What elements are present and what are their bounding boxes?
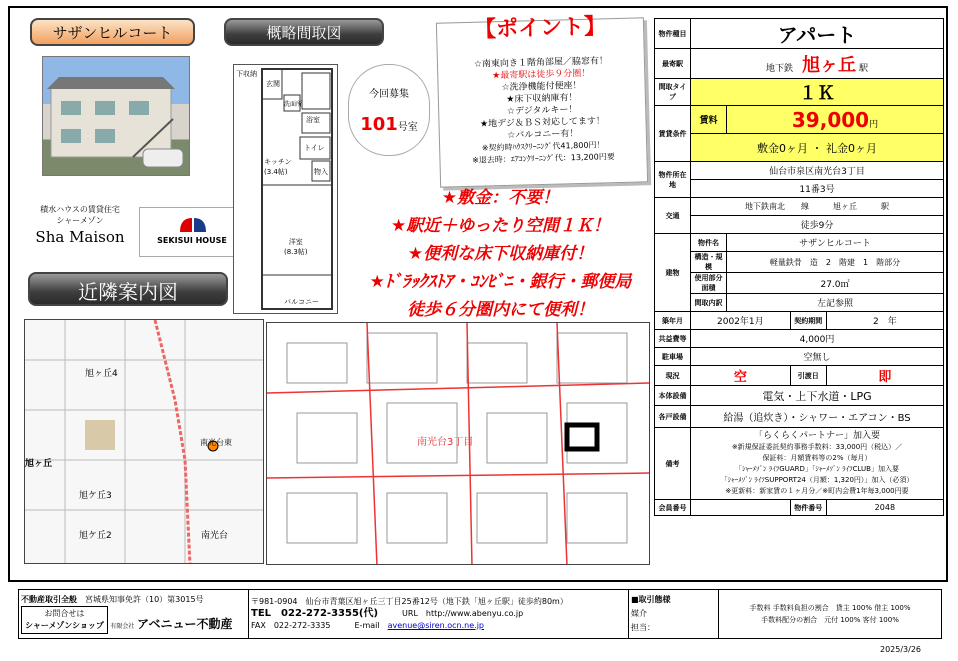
status-label: 現況 — [655, 366, 691, 386]
shop-name: シャーメゾンショップ — [25, 621, 104, 630]
points-note1: ※契約時ﾊｳｽｸﾘｰﾆﾝｸﾞ代41,800円！ — [481, 140, 605, 153]
karinushi-pct-unit: % — [903, 604, 911, 612]
caption-5: 徒歩６分圏内にて便利！ — [407, 300, 594, 320]
sharemaison-line2: シャーメゾン — [56, 216, 104, 225]
bname-value: サザンヒルコート — [727, 234, 944, 252]
term-label: 契約期間 — [790, 312, 826, 330]
points-note2: ※退去時：ｴｱｺﾝｸﾘｰﾆﾝｸﾞ代：13,200円要 — [472, 152, 615, 165]
broker-label: 不動産取引全般 — [21, 595, 77, 604]
line-value: 地下鉄 — [766, 63, 794, 74]
move-label: 引渡日 — [790, 366, 826, 386]
fee-label: 手数料 — [749, 604, 771, 612]
caption-4: ★ﾄﾞﾗｯｸｽﾄｱ・ｺﾝﾋﾞﾆ・銀行・郵便局 — [369, 272, 632, 292]
mode-label: ■取引態様 — [631, 595, 671, 604]
point-1: ☆南東向き１階角部屋／脇窓有！ — [473, 56, 609, 70]
fp-kitchen-label: キッチン (3.4帖) — [264, 158, 292, 176]
fee2-label: 手数料配分の割合 — [761, 616, 818, 624]
remarks-label: 備考 — [655, 428, 691, 500]
company-name: アベニュー不動産 — [136, 617, 233, 631]
remark-2: ※新規保証委託契約事務手数料：33,000円（税込）／ — [731, 442, 903, 451]
traffic-line-value: 地下鉄南北 線 旭ヶ丘 駅 — [691, 198, 944, 216]
shop-box — [21, 606, 108, 634]
sharemaison-logo: Sha Maison — [35, 228, 125, 246]
recruit-label: 今回募集 — [369, 89, 409, 100]
fp-bath-label: 浴室 — [306, 116, 320, 124]
kyakuzuke-label: 客付 — [862, 616, 877, 624]
type-label: 物件種目 — [655, 19, 691, 49]
fp-entrance-label: 玄関 — [266, 80, 280, 88]
prop-no-value: 2048 — [826, 500, 943, 516]
fp-washroom-label: 洗面所 — [284, 101, 303, 108]
captions — [348, 184, 653, 324]
building-illustration — [43, 57, 190, 176]
remark-4: 「ｼｬｰﾒｿﾞﾝ ﾗｲﾌGUARD」「ｼｬｰﾒｿﾞﾝ ﾗｲﾌCLUB」加入要 — [735, 464, 899, 473]
inner-value: 左記参照 — [727, 294, 944, 312]
point-5: ☆デジタルキー！ — [506, 105, 578, 117]
building-label: 建物 — [655, 234, 691, 312]
deposit-value: 敷金0ヶ月 ・ 礼金0ヶ月 — [691, 134, 944, 162]
inner-label: 間取内訳 — [691, 294, 727, 312]
rent-cond-label: 賃貸条件 — [655, 106, 691, 162]
remark-5: 「ｼｬｰﾒｿﾞﾝ ﾗｲﾌSUPPORT24（月額：1,320円）」加入（必須） — [720, 475, 914, 484]
parking-value: 空無し — [691, 348, 944, 366]
rent-value: 39,000 — [791, 107, 870, 132]
fee1-label: 手数料負担の割合 — [772, 604, 829, 612]
email[interactable]: avenue@siren.ocn.ne.jp — [387, 621, 484, 630]
rent-unit: 円 — [869, 119, 879, 130]
license: 宮城県知事免許（10）第3015号 — [85, 595, 204, 604]
point-3: ☆洗浄機能付便座！ — [501, 80, 582, 94]
sharemaison-line1: 積水ハウスの賃貸住宅 — [40, 205, 120, 214]
sekisui-mark-icon — [178, 216, 208, 234]
unit-equip-value: 給湯（追炊き）・シャワー・エアコン・BS — [691, 406, 944, 428]
area-label: 使用部分面積 — [691, 273, 727, 294]
equip-label: 本体設備 — [655, 386, 691, 406]
map-label-nankodai3: 南光台3丁目 — [417, 437, 474, 448]
kyakuzuke-pct: 100 — [878, 616, 893, 624]
nearby-map-tag: 近隣案内図 — [28, 272, 228, 306]
building-photo — [42, 56, 190, 176]
recruit-suffix: 号室 — [397, 122, 418, 133]
point-4: ★床下収納庫有！ — [506, 93, 578, 105]
tel: TEL 022-272-3355(代) — [251, 608, 379, 619]
address2-value: 11番3号 — [691, 180, 944, 198]
caption-1: ★敷金：不要！ — [441, 188, 560, 208]
point-7: ☆バルコニー有！ — [507, 129, 579, 141]
point-6: ★地デジ＆ＢＳ対応してます！ — [479, 116, 606, 130]
property-name-tag: サザンヒルコート — [30, 18, 195, 46]
member-label: 会員番号 — [655, 500, 691, 516]
remark-6: ※更新料：新家賃の１ヶ月分／※町内会費1年毎3,000円要 — [725, 486, 909, 495]
built-label: 築年月 — [655, 312, 691, 330]
structure-value: 軽量鉄骨 造 2 階建 1 階部分 — [727, 252, 944, 273]
area-value: 27.0㎡ — [727, 273, 944, 294]
company-prefix: 有限会社 — [110, 623, 135, 630]
point-2: ★最寄駅は徒歩９分圏！ — [492, 68, 591, 82]
parking-label: 駐車場 — [655, 348, 691, 366]
url[interactable]: http://www.abenyu.co.jp — [425, 609, 524, 618]
karinushi-pct: 100 — [890, 604, 904, 612]
recruit-bubble — [348, 64, 430, 156]
bname-label: 物件名 — [691, 234, 727, 252]
layout-label: 間取タイプ — [655, 79, 691, 106]
rent-label: 賃料 — [691, 106, 727, 134]
type-value: アパート — [691, 19, 944, 49]
map-label-nankodai-east: 南光台東 — [200, 438, 232, 447]
kashi-label: 貸主 — [835, 604, 850, 612]
structure-label: 構造・規模 — [691, 252, 727, 273]
points-title: 【ポイント】 — [473, 14, 607, 43]
address1-value: 仙台市泉区南光台3丁目 — [691, 162, 944, 180]
postal-address: 〒981-0904 仙台市青葉区旭ヶ丘三丁目25番12号（地下鉄「旭ヶ丘駅」徒歩約80m） — [251, 597, 568, 606]
floor-plan — [233, 64, 338, 314]
fp-balcony-label: バルコニー — [284, 298, 319, 306]
recruit-room: 101 — [360, 114, 398, 135]
remark-1: 「らくらくパートナー」加入要 — [753, 430, 880, 441]
mode-value: 媒介 — [631, 609, 647, 618]
common-label: 共益費等 — [655, 330, 691, 348]
sekisui-logo — [139, 207, 245, 257]
caption-2: ★駅近＋ゆったり空間１Ｋ！ — [390, 216, 611, 236]
kyakuzuke-pct-unit: % — [892, 616, 899, 624]
built-value: 2002年1月 — [691, 312, 791, 330]
move-value: 即 — [826, 366, 943, 386]
map-label-nankodai: 南光台 — [201, 531, 229, 541]
property-details-table — [654, 18, 944, 516]
print-date: 2025/3/26 — [880, 645, 922, 654]
inquiry-label: お問合せは — [44, 609, 85, 618]
fax: FAX 022-272-3335 — [251, 621, 331, 630]
email-label: E-mail — [354, 621, 380, 630]
caption-3: ★便利な床下収納庫付！ — [407, 244, 594, 264]
map-label-asahigaoka3: 旭ケ丘3 — [79, 491, 112, 501]
unit-equip-label: 各戸設備 — [655, 406, 691, 428]
url-label: URL — [402, 609, 418, 618]
fp-toilet-label: トイレ — [304, 144, 325, 152]
term-value: 2 年 — [826, 312, 943, 330]
motozuke-pct: 100 — [840, 616, 854, 624]
fp-living-label: 洋室 (8.3帖) — [284, 238, 308, 256]
tantou-label: 担当： — [631, 623, 655, 632]
walk-value: 徒歩9分 — [691, 216, 944, 234]
fp-storage-label: 物入 — [314, 168, 328, 176]
points-card — [436, 14, 648, 187]
common-value: 4,000円 — [691, 330, 944, 348]
map-label-asahigaoka4: 旭ヶ丘4 — [85, 369, 118, 379]
traffic-label: 交通 — [655, 198, 691, 234]
fp-underfloor-label: 下収納 — [236, 70, 257, 78]
kashi-pct: 100 — [851, 604, 866, 612]
prop-no-label: 物件番号 — [790, 500, 826, 516]
karinushi-label: 借主 — [874, 604, 889, 612]
sekisui-text: SEKISUI HOUSE — [157, 236, 227, 245]
remark-3: 保証料：月額賃料等の2%（毎月） — [762, 453, 872, 462]
kashi-pct-unit: % — [865, 604, 872, 612]
motozuke-label: 元付 — [824, 616, 839, 624]
station-label: 最寄駅 — [655, 49, 691, 79]
equip-value: 電気・上下水道・LPG — [691, 386, 944, 406]
member-value — [691, 500, 791, 516]
station-suffix: 駅 — [858, 63, 868, 74]
station-value: 旭ヶ丘 — [802, 54, 857, 76]
map-label-asahigaoka2: 旭ケ丘2 — [79, 531, 112, 541]
address-label: 物件所在地 — [655, 162, 691, 198]
map-label-asahigaoka-station: 旭ヶ丘 — [25, 459, 53, 469]
motozuke-pct-unit: % — [853, 616, 861, 624]
status-value: 空 — [691, 366, 791, 386]
floor-plan-tag: 概略間取図 — [224, 18, 384, 46]
layout-value: １Ｋ — [691, 79, 944, 106]
footer — [18, 589, 942, 639]
detail-map — [266, 322, 650, 565]
